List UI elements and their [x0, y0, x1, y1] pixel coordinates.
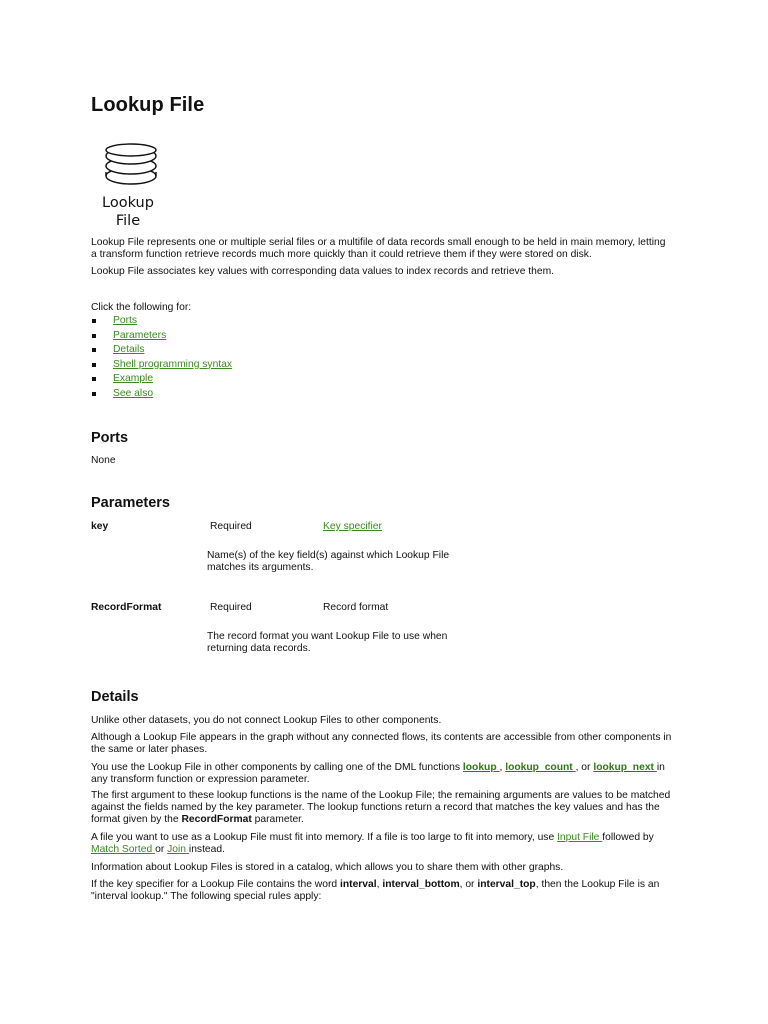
match-sorted-link[interactable]: Match Sorted	[91, 844, 156, 855]
parameter-required: Required	[210, 521, 252, 532]
join-link[interactable]: Join	[167, 844, 189, 855]
link-details[interactable]: Details	[113, 344, 145, 356]
list-item	[91, 329, 232, 344]
parameters-heading: Parameters	[91, 495, 170, 511]
lookup-count-function-link[interactable]: lookup_count	[505, 762, 576, 773]
parameter-required: Required	[210, 602, 252, 613]
topic-link-list	[91, 314, 232, 402]
details-paragraph-6: Information about Lookup Files is stored in a catalog, which allows you to share them with other graphs.	[91, 862, 564, 873]
intro-paragraph-1: Lookup File represents one or multiple serial files or a multifile of data records small enough to be held in main memory, letting a transform function retrieve records much more quickly than it could retrieve them if they were stored on disk.	[91, 237, 666, 260]
list-item	[91, 387, 232, 402]
logo-label: Lookup File	[102, 195, 154, 229]
link-parameters[interactable]: Parameters	[113, 329, 167, 341]
details-paragraph-2: Although a Lookup File appears in the graph without any connected flows, its contents are accessible from other components in the same or later phases.	[91, 732, 672, 755]
parameter-name: key	[91, 521, 109, 532]
parameter-description-recordformat: The record format you want Lookup File to use when returning data records.	[207, 631, 448, 654]
parameter-description-key: Name(s) of the key field(s) against which Lookup File matches its arguments.	[207, 550, 450, 573]
lookup-next-function-link[interactable]: lookup_next	[593, 762, 657, 773]
link-example[interactable]: Example	[113, 373, 154, 385]
details-paragraph-3: You use the Lookup File in other components by calling one of the DML functions lookup , lookup_count , or lookup_next in any transform function or expression parameter.	[91, 762, 665, 785]
list-item	[91, 358, 232, 373]
ports-heading: Ports	[91, 430, 129, 446]
list-item	[91, 372, 232, 387]
ports-value: None	[91, 455, 116, 466]
parameter-row-recordformat	[91, 602, 681, 614]
details-heading: Details	[91, 689, 139, 705]
intro-paragraph-2: Lookup File associates key values with corresponding data values to index records and retrieve them.	[91, 266, 555, 277]
list-item	[91, 343, 232, 358]
list-item	[91, 314, 232, 329]
details-paragraph-1: Unlike other datasets, you do not connect Lookup Files to other components.	[91, 715, 442, 726]
parameter-name: RecordFormat	[91, 602, 162, 613]
link-see-also[interactable]: See also	[113, 387, 154, 399]
lookup-file-database-icon	[103, 142, 159, 188]
click-following-label: Click the following for:	[91, 302, 192, 313]
details-paragraph-7: If the key specifier for a Lookup File contains the word interval, interval_bottom, or interval_top, then the Lookup File is an "interval lookup." The following special rules apply:	[91, 879, 660, 902]
parameter-row-key	[91, 521, 681, 533]
details-paragraph-4: The first argument to these lookup functions is the name of the Lookup File; the remaining arguments are values to be matched against the fields named by the key parameter. The lookup functions return a record that matches the key values and has the format given by the RecordFormat parameter.	[91, 790, 671, 825]
link-shell-programming-syntax[interactable]: Shell programming syntax	[113, 358, 233, 370]
lookup-function-link[interactable]: lookup	[462, 762, 500, 773]
page-title: Lookup File	[91, 94, 205, 116]
input-file-link[interactable]: Input File	[557, 832, 603, 843]
link-ports[interactable]: Ports	[113, 315, 138, 326]
details-paragraph-5: A file you want to use as a Lookup File must fit into memory. If a file is too large to fit into memory, use Input File followed by Match Sorted or Join instead.	[91, 832, 654, 855]
key-specifier-link[interactable]: Key specifier	[323, 521, 382, 532]
parameter-type: Record format	[323, 602, 389, 613]
